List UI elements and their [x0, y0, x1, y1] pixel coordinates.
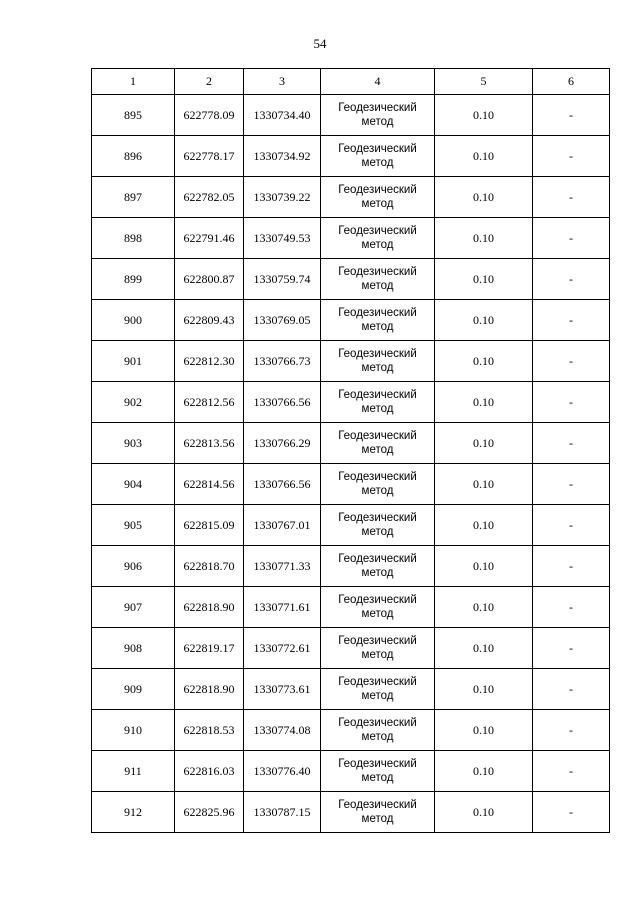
table-cell: 622814.56 — [175, 464, 244, 505]
column-header: 5 — [435, 69, 533, 95]
table-cell: 1330766.29 — [244, 423, 321, 464]
table-cell: - — [533, 751, 610, 792]
method-text-line: метод — [361, 321, 394, 333]
table-cell: - — [533, 505, 610, 546]
table-cell: 622818.90 — [175, 669, 244, 710]
method-text-line: метод — [361, 157, 394, 169]
coordinates-table — [91, 68, 610, 833]
method-text-line: метод — [361, 649, 394, 661]
table-body — [92, 95, 610, 833]
table-cell: 622778.17 — [175, 136, 244, 177]
method-text-line: Геодезический — [338, 307, 417, 319]
table-cell: - — [533, 792, 610, 833]
method-text-line: Геодезический — [338, 225, 417, 237]
table-cell — [321, 95, 435, 136]
column-header: 3 — [244, 69, 321, 95]
table-cell: 1330749.53 — [244, 218, 321, 259]
table-cell: 622818.53 — [175, 710, 244, 751]
table-row — [92, 669, 610, 710]
table-cell — [321, 710, 435, 751]
method-text-line: Геодезический — [338, 389, 417, 401]
method-text-line: Геодезический — [338, 430, 417, 442]
method-text-line: Геодезический — [338, 799, 417, 811]
table-cell: 622816.03 — [175, 751, 244, 792]
table-cell: - — [533, 341, 610, 382]
table-cell — [321, 341, 435, 382]
method-text-line: метод — [361, 813, 394, 825]
method-text-line: Геодезический — [338, 102, 417, 114]
table-cell — [321, 259, 435, 300]
table-cell: 896 — [92, 136, 175, 177]
table-row — [92, 587, 610, 628]
method-text-line: метод — [361, 198, 394, 210]
table-cell: 1330773.61 — [244, 669, 321, 710]
table-cell: 0.10 — [435, 300, 533, 341]
table-cell: 622819.17 — [175, 628, 244, 669]
table-cell: - — [533, 546, 610, 587]
table-cell: 622825.96 — [175, 792, 244, 833]
method-text-line: метод — [361, 116, 394, 128]
table-row — [92, 177, 610, 218]
table-cell: 622813.56 — [175, 423, 244, 464]
table-cell: 0.10 — [435, 95, 533, 136]
table-cell: 1330739.22 — [244, 177, 321, 218]
table-cell: 1330734.92 — [244, 136, 321, 177]
method-text-line: Геодезический — [338, 266, 417, 278]
table-row — [92, 423, 610, 464]
table-cell — [321, 464, 435, 505]
table-cell: 622815.09 — [175, 505, 244, 546]
table-cell: 901 — [92, 341, 175, 382]
table-row — [92, 505, 610, 546]
method-text-line: метод — [361, 444, 394, 456]
table-row — [92, 341, 610, 382]
table-cell — [321, 587, 435, 628]
table-cell: 1330774.08 — [244, 710, 321, 751]
method-text-line: метод — [361, 403, 394, 415]
page-number: 54 — [313, 36, 327, 51]
table-cell: - — [533, 95, 610, 136]
method-text-line: метод — [361, 608, 394, 620]
table-cell: 907 — [92, 587, 175, 628]
table-cell: 1330771.33 — [244, 546, 321, 587]
table-cell: 0.10 — [435, 423, 533, 464]
table-cell: 622818.70 — [175, 546, 244, 587]
method-text-line: метод — [361, 731, 394, 743]
table-row — [92, 628, 610, 669]
table-cell: - — [533, 669, 610, 710]
table-cell — [321, 218, 435, 259]
table-cell: 622809.43 — [175, 300, 244, 341]
table-cell: 1330767.01 — [244, 505, 321, 546]
method-text-line: Геодезический — [338, 184, 417, 196]
table-cell: 0.10 — [435, 669, 533, 710]
table-cell: 902 — [92, 382, 175, 423]
table-cell: 909 — [92, 669, 175, 710]
table-cell — [321, 546, 435, 587]
table-cell: 0.10 — [435, 136, 533, 177]
table-row — [92, 300, 610, 341]
method-text-line: Геодезический — [338, 594, 417, 606]
table-row — [92, 792, 610, 833]
method-text-line: метод — [361, 362, 394, 374]
table-cell: 0.10 — [435, 546, 533, 587]
table-cell: - — [533, 300, 610, 341]
column-header: 2 — [175, 69, 244, 95]
method-text-line: метод — [361, 485, 394, 497]
table-cell: 622812.56 — [175, 382, 244, 423]
table-cell — [321, 423, 435, 464]
method-text-line: Геодезический — [338, 553, 417, 565]
table-row — [92, 136, 610, 177]
table-cell: 622800.87 — [175, 259, 244, 300]
method-text-line: метод — [361, 280, 394, 292]
table-cell: 904 — [92, 464, 175, 505]
method-text-line: Геодезический — [338, 348, 417, 360]
column-header: 4 — [321, 69, 435, 95]
table-cell: 622778.09 — [175, 95, 244, 136]
table-cell: 908 — [92, 628, 175, 669]
table-cell: 912 — [92, 792, 175, 833]
method-text-line: метод — [361, 526, 394, 538]
table-cell: 903 — [92, 423, 175, 464]
table-cell: 622818.90 — [175, 587, 244, 628]
table-cell: 1330766.56 — [244, 464, 321, 505]
method-text-line: Геодезический — [338, 471, 417, 483]
column-header: 6 — [533, 69, 610, 95]
method-text-line: Геодезический — [338, 717, 417, 729]
method-text-line: метод — [361, 239, 394, 251]
table-cell: 1330734.40 — [244, 95, 321, 136]
table-cell — [321, 136, 435, 177]
table-cell: 0.10 — [435, 341, 533, 382]
table-cell: 0.10 — [435, 751, 533, 792]
table-cell: 910 — [92, 710, 175, 751]
table-row — [92, 382, 610, 423]
table-cell: - — [533, 710, 610, 751]
method-text-line: Геодезический — [338, 143, 417, 155]
table-cell: 895 — [92, 95, 175, 136]
column-header: 1 — [92, 69, 175, 95]
table-row — [92, 95, 610, 136]
table-cell: 1330776.40 — [244, 751, 321, 792]
table-cell: 0.10 — [435, 505, 533, 546]
table-cell: 1330759.74 — [244, 259, 321, 300]
table-cell: 0.10 — [435, 628, 533, 669]
table-cell: 1330771.61 — [244, 587, 321, 628]
table-cell: 1330787.15 — [244, 792, 321, 833]
table-row — [92, 710, 610, 751]
table-cell: 897 — [92, 177, 175, 218]
method-text-line: Геодезический — [338, 676, 417, 688]
table-cell: 900 — [92, 300, 175, 341]
table-cell: - — [533, 259, 610, 300]
table-cell: 898 — [92, 218, 175, 259]
table-cell — [321, 628, 435, 669]
table-cell: 905 — [92, 505, 175, 546]
table-cell: - — [533, 136, 610, 177]
table-cell — [321, 505, 435, 546]
table-cell: 906 — [92, 546, 175, 587]
table-cell: 622782.05 — [175, 177, 244, 218]
table-row — [92, 546, 610, 587]
table-header-row — [92, 69, 610, 95]
table-cell: 911 — [92, 751, 175, 792]
table-cell: - — [533, 382, 610, 423]
table-row — [92, 218, 610, 259]
table-row — [92, 464, 610, 505]
method-text-line: метод — [361, 690, 394, 702]
table-cell: 0.10 — [435, 587, 533, 628]
table-cell: 0.10 — [435, 792, 533, 833]
table-cell — [321, 792, 435, 833]
table-cell — [321, 382, 435, 423]
table-cell — [321, 669, 435, 710]
method-text-line: Геодезический — [338, 512, 417, 524]
table-cell — [321, 177, 435, 218]
table-cell: 0.10 — [435, 382, 533, 423]
table-cell: 0.10 — [435, 464, 533, 505]
table-cell: - — [533, 177, 610, 218]
method-text-line: метод — [361, 567, 394, 579]
table-cell: 0.10 — [435, 259, 533, 300]
table-cell: 0.10 — [435, 177, 533, 218]
table-cell: 622812.30 — [175, 341, 244, 382]
method-text-line: Геодезический — [338, 758, 417, 770]
table-row — [92, 751, 610, 792]
table-cell: 1330766.73 — [244, 341, 321, 382]
table-cell: 0.10 — [435, 710, 533, 751]
table-cell: 622791.46 — [175, 218, 244, 259]
table-cell: - — [533, 628, 610, 669]
table-cell — [321, 300, 435, 341]
table-cell: 1330772.61 — [244, 628, 321, 669]
method-text-line: Геодезический — [338, 635, 417, 647]
table-cell: 1330769.05 — [244, 300, 321, 341]
table-cell: 0.10 — [435, 218, 533, 259]
table-cell: - — [533, 423, 610, 464]
table-row — [92, 259, 610, 300]
table-cell: - — [533, 218, 610, 259]
table-cell: 1330766.56 — [244, 382, 321, 423]
table-cell: - — [533, 464, 610, 505]
method-text-line: метод — [361, 772, 394, 784]
table-cell: - — [533, 587, 610, 628]
table-cell — [321, 751, 435, 792]
table-cell: 899 — [92, 259, 175, 300]
